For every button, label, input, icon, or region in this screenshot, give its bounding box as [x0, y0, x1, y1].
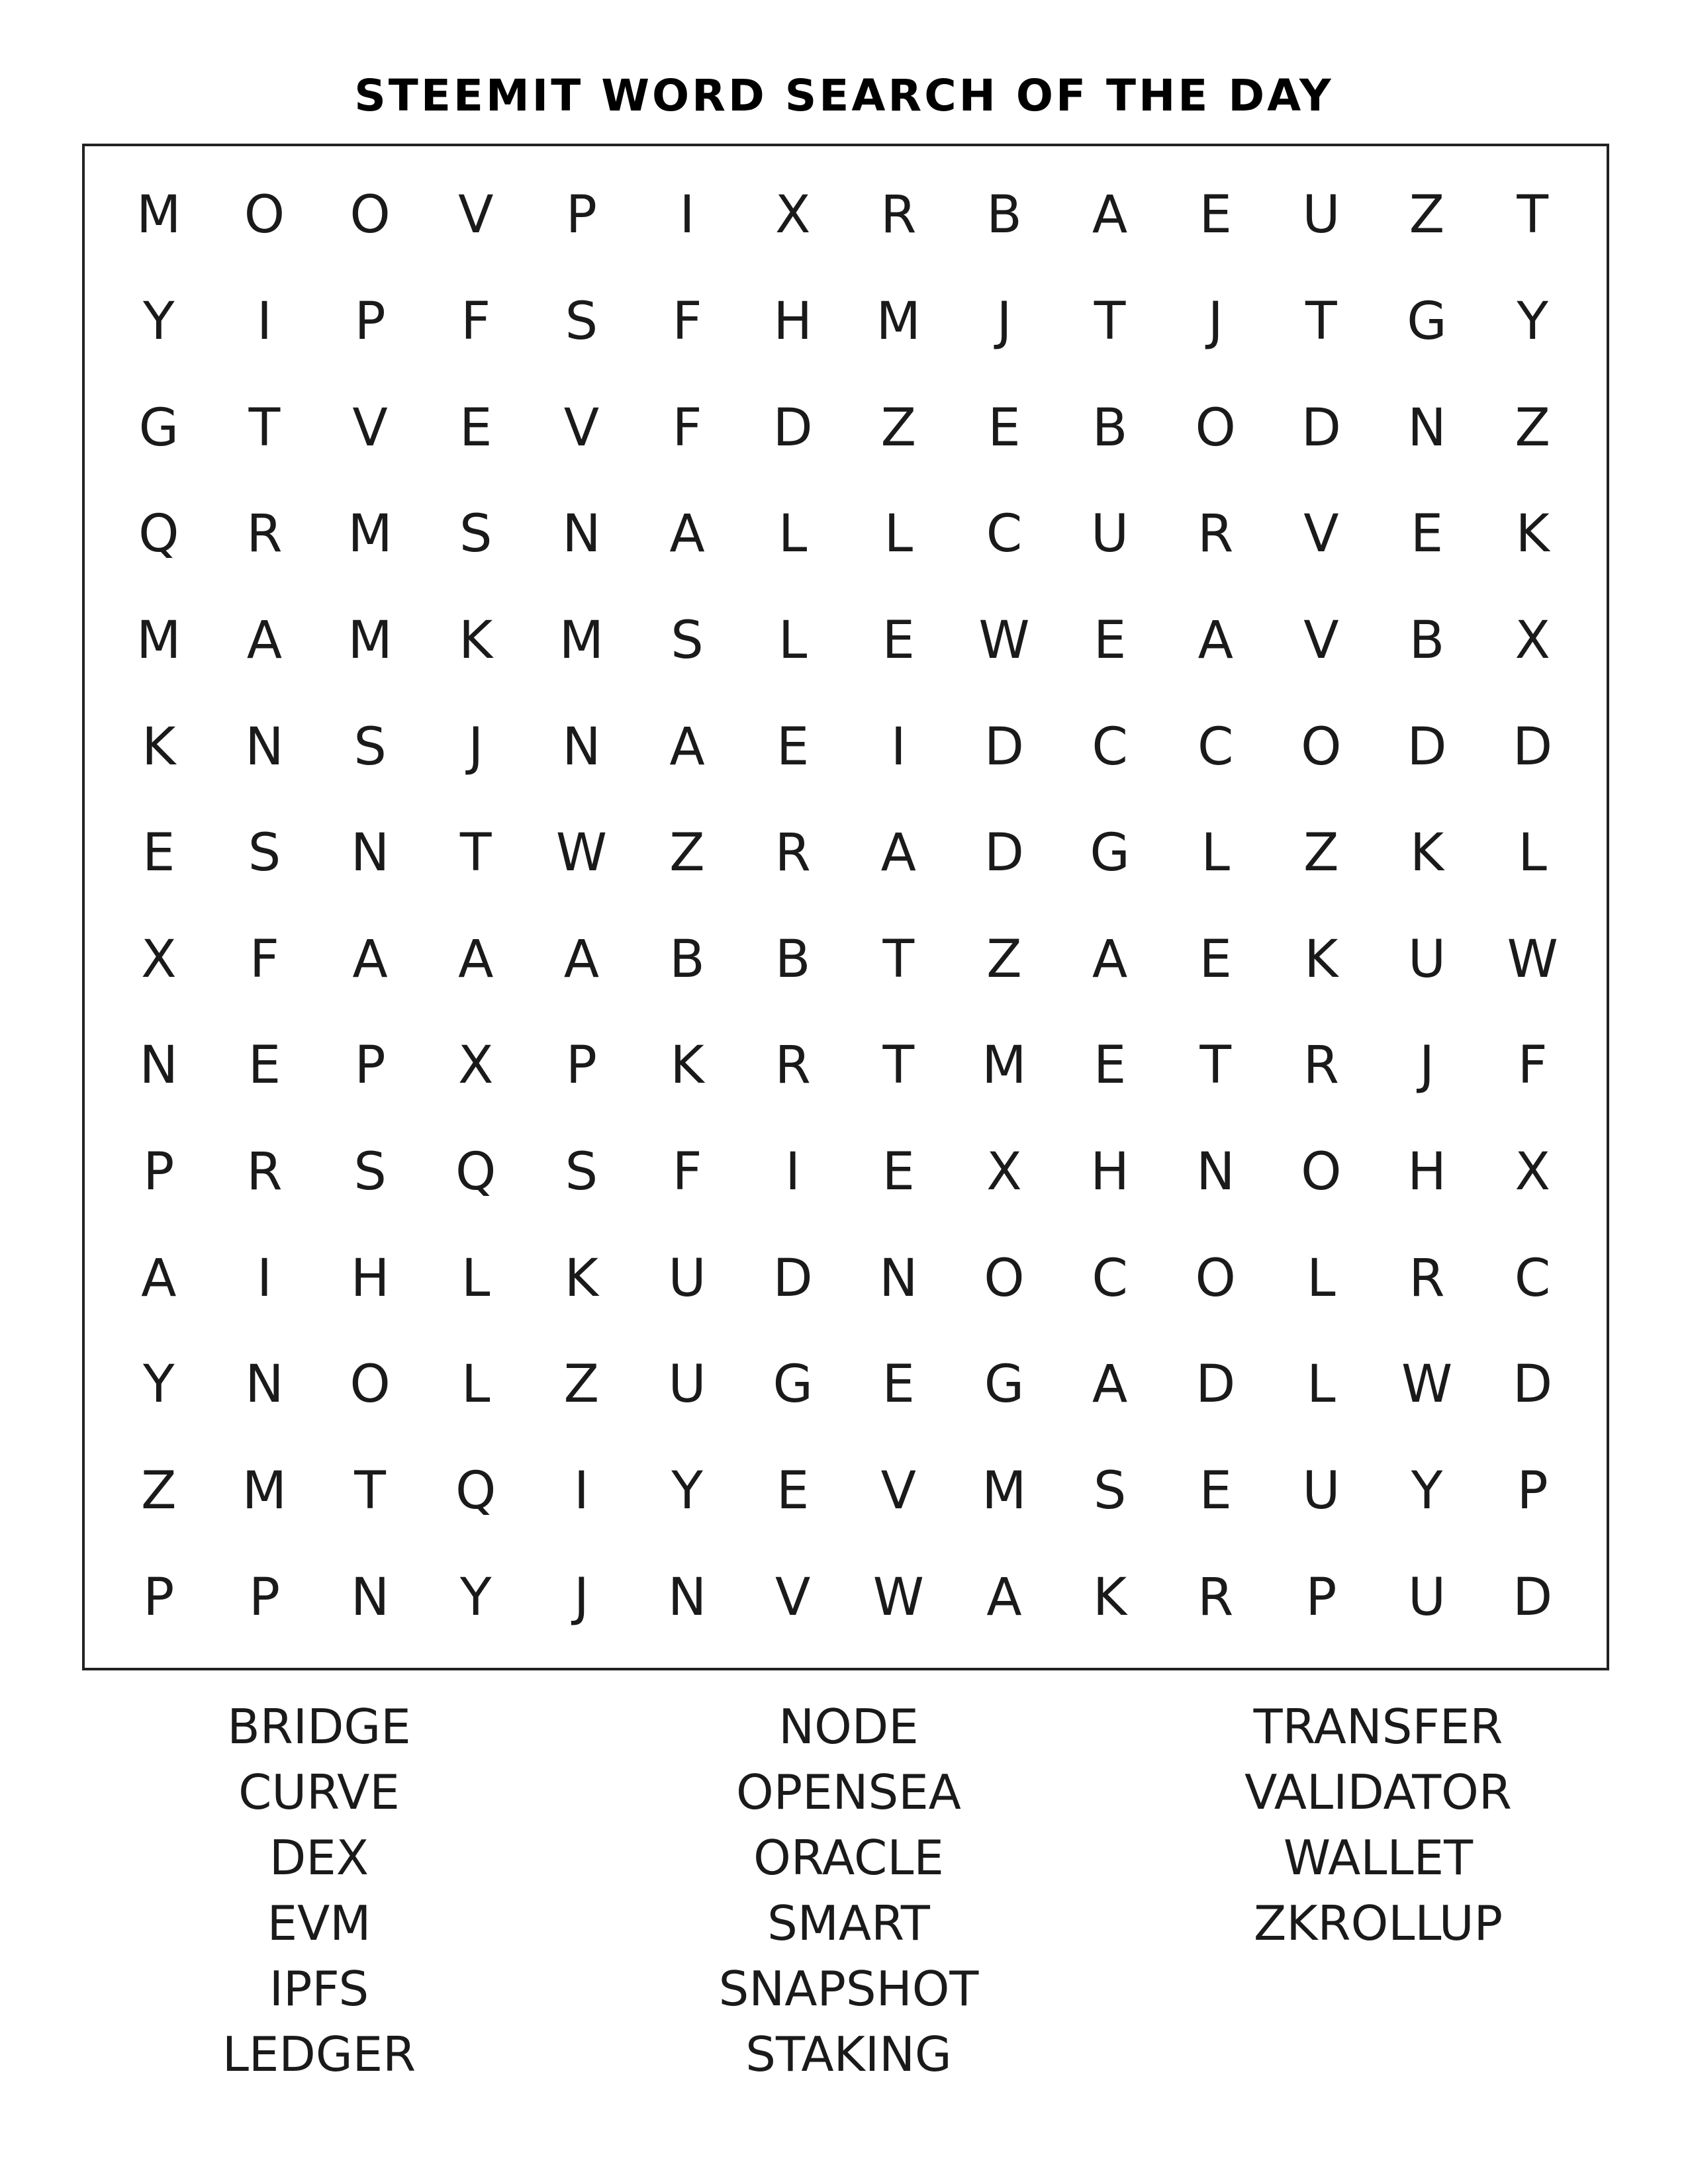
grid-letter[interactable]: S [671, 610, 704, 670]
word-list-item: EVM [267, 1895, 371, 1951]
grid-letter[interactable]: F [672, 291, 702, 351]
grid-letter[interactable]: R [1409, 1248, 1445, 1308]
grid-letter[interactable]: B [1409, 610, 1445, 670]
grid-letter[interactable]: N [562, 717, 601, 777]
grid-letter[interactable]: Z [880, 398, 917, 458]
grid-letter[interactable]: J [996, 291, 1012, 351]
word-list-item: SMART [767, 1895, 930, 1951]
grid-letter[interactable]: Z [1303, 823, 1339, 884]
word-list [0, 1694, 1688, 2105]
grid-letter[interactable]: U [668, 1355, 706, 1415]
grid-letter[interactable]: T [248, 398, 281, 458]
grid-letter[interactable]: O [1301, 717, 1342, 777]
grid-letter[interactable]: A [246, 610, 283, 670]
grid-letter[interactable]: F [672, 398, 702, 458]
grid-letter[interactable]: X [458, 1036, 494, 1096]
grid-letter[interactable]: A [986, 1567, 1022, 1627]
grid-letter[interactable]: E [882, 1355, 915, 1415]
grid-letter[interactable]: A [458, 929, 494, 989]
grid-letter[interactable]: E [776, 1461, 810, 1522]
grid-letter[interactable]: Z [1515, 398, 1550, 458]
grid-letter[interactable]: M [136, 610, 181, 670]
grid-letter[interactable]: X [986, 1142, 1022, 1203]
grid-letter[interactable]: P [143, 1567, 175, 1627]
grid-letter[interactable]: G [773, 1355, 813, 1415]
grid-letter[interactable]: N [1407, 398, 1446, 458]
grid-letter[interactable]: Z [669, 823, 705, 884]
grid-letter[interactable]: M [982, 1461, 1027, 1522]
grid-letter[interactable]: Z [986, 929, 1022, 989]
grid-letter[interactable]: A [1092, 185, 1128, 246]
grid-letter[interactable]: C [1514, 1248, 1551, 1308]
grid-letter[interactable]: M [982, 1036, 1027, 1096]
grid-letter[interactable]: I [256, 291, 272, 351]
grid-letter[interactable]: D [1301, 398, 1341, 458]
grid-letter[interactable]: L [1307, 1248, 1336, 1308]
grid-letter[interactable]: E [988, 398, 1021, 458]
grid-letter[interactable]: N [667, 1567, 707, 1627]
grid-letter[interactable]: D [1407, 717, 1447, 777]
grid-letter[interactable]: S [565, 1142, 598, 1203]
grid-letter[interactable]: B [1092, 398, 1128, 458]
grid-letter[interactable]: N [562, 504, 601, 565]
grid-letter[interactable]: S [565, 291, 598, 351]
grid-letter[interactable]: F [1517, 1036, 1548, 1096]
grid-letter[interactable]: C [1197, 717, 1234, 777]
word-list-item: BRIDGE [227, 1699, 411, 1754]
grid-letter[interactable]: B [774, 929, 811, 989]
grid-letter[interactable]: Z [141, 1461, 177, 1522]
grid-letter[interactable]: M [559, 610, 604, 670]
word-list-column-3 [1147, 1694, 1610, 1956]
grid-letter[interactable]: E [882, 610, 915, 670]
grid-letter[interactable]: N [1196, 1142, 1235, 1203]
grid-letter[interactable]: I [785, 1142, 801, 1203]
grid-letter[interactable]: Y [1517, 291, 1548, 351]
grid-letter[interactable]: L [1201, 823, 1230, 884]
grid-letter[interactable]: T [354, 1461, 386, 1522]
grid-letter[interactable]: R [1197, 504, 1234, 565]
grid-letter[interactable]: E [1199, 929, 1232, 989]
grid-letter[interactable]: Y [142, 1355, 175, 1415]
grid-letter[interactable]: P [143, 1142, 175, 1203]
grid-letter[interactable]: A [141, 1248, 177, 1308]
grid-letter[interactable]: M [876, 291, 921, 351]
grid-letter[interactable]: T [1305, 291, 1337, 351]
grid-letter[interactable]: E [1199, 1461, 1232, 1522]
word-list-item: SNAPSHOT [718, 1961, 979, 2017]
grid-letter[interactable]: D [984, 717, 1024, 777]
grid-letter[interactable]: W [872, 1567, 924, 1627]
grid-letter[interactable]: S [353, 717, 387, 777]
word-list-item: DEX [269, 1830, 369, 1886]
grid-letter[interactable]: P [354, 1036, 386, 1096]
grid-letter[interactable]: T [459, 823, 492, 884]
grid-letter[interactable]: W [1401, 1355, 1453, 1415]
word-list-item: OPENSEA [736, 1764, 961, 1820]
grid-letter[interactable]: D [773, 1248, 813, 1308]
puzzle-title: STEEMIT WORD SEARCH OF THE DAY [354, 70, 1334, 121]
grid-letter[interactable]: U [1407, 1567, 1446, 1627]
grid-letter[interactable]: A [352, 929, 388, 989]
grid-letter[interactable]: K [1304, 929, 1338, 989]
grid-letter[interactable]: R [1197, 1567, 1234, 1627]
grid-letter[interactable]: N [245, 1355, 284, 1415]
word-list-item: NODE [778, 1699, 919, 1754]
grid-letter[interactable]: X [1515, 1142, 1550, 1203]
word-list-item: WALLET [1283, 1830, 1474, 1886]
grid-letter[interactable]: T [1517, 185, 1548, 246]
grid-letter[interactable]: L [884, 504, 914, 565]
grid-letter[interactable]: M [136, 185, 181, 246]
grid-letter[interactable]: K [142, 717, 176, 777]
grid-letter[interactable]: K [1409, 823, 1444, 884]
grid-letter[interactable]: D [984, 823, 1024, 884]
grid-letter[interactable]: E [776, 717, 810, 777]
word-list-item: CURVE [238, 1764, 400, 1820]
grid-letter[interactable]: Z [563, 1355, 600, 1415]
grid-letter[interactable]: C [986, 504, 1023, 565]
grid-letter[interactable]: I [573, 1461, 589, 1522]
word-list-item: ZKROLLUP [1254, 1895, 1503, 1951]
grid-letter[interactable]: Y [142, 291, 175, 351]
grid-letter[interactable]: E [1093, 610, 1127, 670]
grid-letter[interactable]: Y [1411, 1461, 1443, 1522]
grid-letter[interactable]: O [1195, 1248, 1236, 1308]
word-list-column-1 [87, 1694, 551, 2087]
grid-letter[interactable]: Z [1409, 185, 1445, 246]
grid-letter[interactable]: V [1303, 610, 1339, 670]
grid-letter[interactable]: H [350, 1248, 390, 1308]
grid-letter[interactable]: T [882, 929, 915, 989]
grid-letter[interactable]: I [256, 1248, 272, 1308]
word-list-item: TRANSFER [1253, 1699, 1503, 1754]
grid-letter[interactable]: U [668, 1248, 706, 1308]
grid-letter[interactable]: H [1407, 1142, 1446, 1203]
grid-letter[interactable]: G [984, 1355, 1025, 1415]
grid-letter[interactable]: O [350, 1355, 391, 1415]
grid-letter[interactable]: K [1515, 504, 1550, 565]
grid-letter[interactable]: W [555, 823, 607, 884]
grid-letter[interactable]: I [890, 717, 906, 777]
grid-letter[interactable]: X [1515, 610, 1550, 670]
grid-letter[interactable]: C [1092, 1248, 1128, 1308]
grid-letter[interactable]: J [468, 717, 484, 777]
grid-letter[interactable]: K [459, 610, 493, 670]
grid-letter[interactable]: M [348, 610, 393, 670]
grid-letter[interactable]: L [461, 1355, 491, 1415]
grid-letter[interactable]: K [1093, 1567, 1127, 1627]
grid-letter[interactable]: E [1410, 504, 1444, 565]
grid-letter[interactable]: M [348, 504, 393, 565]
grid-letter[interactable]: R [246, 504, 283, 565]
grid-letter[interactable]: D [1513, 717, 1553, 777]
grid-letter[interactable]: Q [455, 1142, 496, 1203]
grid-letter[interactable]: G [138, 398, 179, 458]
grid-letter[interactable]: E [1093, 1036, 1127, 1096]
grid-letter[interactable]: E [459, 398, 492, 458]
grid-letter[interactable]: J [1419, 1036, 1435, 1096]
grid-letter[interactable]: B [669, 929, 705, 989]
grid-letter[interactable]: M [242, 1461, 287, 1522]
grid-letter[interactable]: T [1094, 291, 1126, 351]
grid-letter[interactable]: V [563, 398, 600, 458]
grid-letter[interactable]: N [245, 717, 284, 777]
grid-letter[interactable]: G [1090, 823, 1130, 884]
grid-letter[interactable]: N [350, 823, 390, 884]
grid-letter[interactable]: A [1092, 929, 1128, 989]
grid-letter[interactable]: E [248, 1036, 281, 1096]
grid-letter[interactable]: O [984, 1248, 1025, 1308]
grid-letter[interactable]: E [1199, 185, 1232, 246]
grid-letter[interactable]: A [880, 823, 916, 884]
grid-letter[interactable]: A [669, 504, 705, 565]
grid-letter[interactable]: N [350, 1567, 390, 1627]
grid-letter[interactable]: U [1302, 185, 1340, 246]
grid-letter[interactable]: A [1092, 1355, 1128, 1415]
grid-letter[interactable]: V [1303, 504, 1339, 565]
grid-letter[interactable]: L [1518, 823, 1547, 884]
grid-letter[interactable]: P [1305, 1567, 1337, 1627]
grid-letter[interactable]: V [458, 185, 494, 246]
grid-letter[interactable]: A [669, 717, 705, 777]
grid-letter[interactable]: D [1196, 1355, 1236, 1415]
word-list-item: IPFS [269, 1961, 369, 2017]
grid-letter[interactable]: O [1301, 1142, 1342, 1203]
grid-letter[interactable]: L [461, 1248, 491, 1308]
grid-letter[interactable]: F [672, 1142, 702, 1203]
grid-letter[interactable]: K [564, 1248, 598, 1308]
grid-letter[interactable]: N [139, 1036, 178, 1096]
grid-letter[interactable]: R [774, 1036, 811, 1096]
grid-letter[interactable]: R [1303, 1036, 1339, 1096]
grid-letter[interactable]: H [1090, 1142, 1129, 1203]
word-list-item: VALIDATOR [1244, 1764, 1512, 1820]
grid-letter[interactable]: L [1307, 1355, 1336, 1415]
grid-letter[interactable]: U [1302, 1461, 1340, 1522]
grid-letter[interactable]: P [354, 291, 386, 351]
grid-letter[interactable]: S [1093, 1461, 1127, 1522]
letter-grid [82, 144, 1609, 1670]
word-list-item: ORACLE [753, 1830, 944, 1886]
grid-letter[interactable]: L [778, 504, 808, 565]
grid-letter[interactable]: K [670, 1036, 704, 1096]
grid-letter[interactable]: D [1513, 1355, 1553, 1415]
grid-letter[interactable]: F [250, 929, 279, 989]
grid-letter[interactable]: U [1091, 504, 1129, 565]
grid-letter[interactable]: B [986, 185, 1022, 246]
grid-letter[interactable]: N [879, 1248, 918, 1308]
grid-letter[interactable]: J [1207, 291, 1223, 351]
grid-letter[interactable]: F [461, 291, 491, 351]
grid-letter[interactable]: H [773, 291, 812, 351]
grid-letter[interactable]: S [459, 504, 492, 565]
grid-letter[interactable]: V [880, 1461, 916, 1522]
grid-letter[interactable]: O [350, 185, 391, 246]
grid-letter[interactable]: O [244, 185, 285, 246]
grid-letter[interactable]: E [882, 1142, 915, 1203]
grid-letter[interactable]: L [778, 610, 808, 670]
grid-letter[interactable]: J [573, 1567, 589, 1627]
word-list-item: LEDGER [222, 2026, 416, 2082]
grid-letter[interactable]: C [1092, 717, 1128, 777]
grid-letter[interactable]: P [1517, 1461, 1548, 1522]
grid-letter[interactable]: P [565, 1036, 597, 1096]
grid-letter[interactable]: R [774, 823, 811, 884]
grid-letter[interactable]: R [246, 1142, 283, 1203]
grid-letter[interactable]: A [1197, 610, 1233, 670]
grid-letter[interactable]: Y [671, 1461, 703, 1522]
grid-letter[interactable]: V [352, 398, 388, 458]
grid-letter[interactable]: W [978, 610, 1030, 670]
grid-letter[interactable]: G [1407, 291, 1447, 351]
grid-letter[interactable]: X [774, 185, 811, 246]
grid-letter[interactable]: S [248, 823, 281, 884]
grid-letter[interactable]: I [679, 185, 695, 246]
grid-letter[interactable]: E [142, 823, 175, 884]
grid-letter[interactable]: T [1199, 1036, 1232, 1096]
grid-letter[interactable]: X [141, 929, 177, 989]
grid-letter[interactable]: T [882, 1036, 915, 1096]
grid-letter[interactable]: Y [459, 1567, 492, 1627]
grid-letter[interactable]: U [1407, 929, 1446, 989]
grid-letter[interactable]: O [1195, 398, 1236, 458]
grid-letter[interactable]: D [1513, 1567, 1553, 1627]
grid-letter[interactable]: Q [455, 1461, 496, 1522]
grid-letter[interactable]: A [563, 929, 600, 989]
grid-letter[interactable]: S [353, 1142, 387, 1203]
word-list-item: STAKING [745, 2026, 952, 2082]
grid-letter[interactable]: P [248, 1567, 280, 1627]
grid-letter[interactable]: P [565, 185, 597, 246]
word-list-column-2 [617, 1694, 1080, 2087]
grid-letter[interactable]: W [1507, 929, 1558, 989]
grid-letter[interactable]: Q [138, 504, 179, 565]
grid-letter[interactable]: D [773, 398, 813, 458]
grid-letter[interactable]: V [774, 1567, 811, 1627]
grid-letter[interactable]: R [880, 185, 917, 246]
